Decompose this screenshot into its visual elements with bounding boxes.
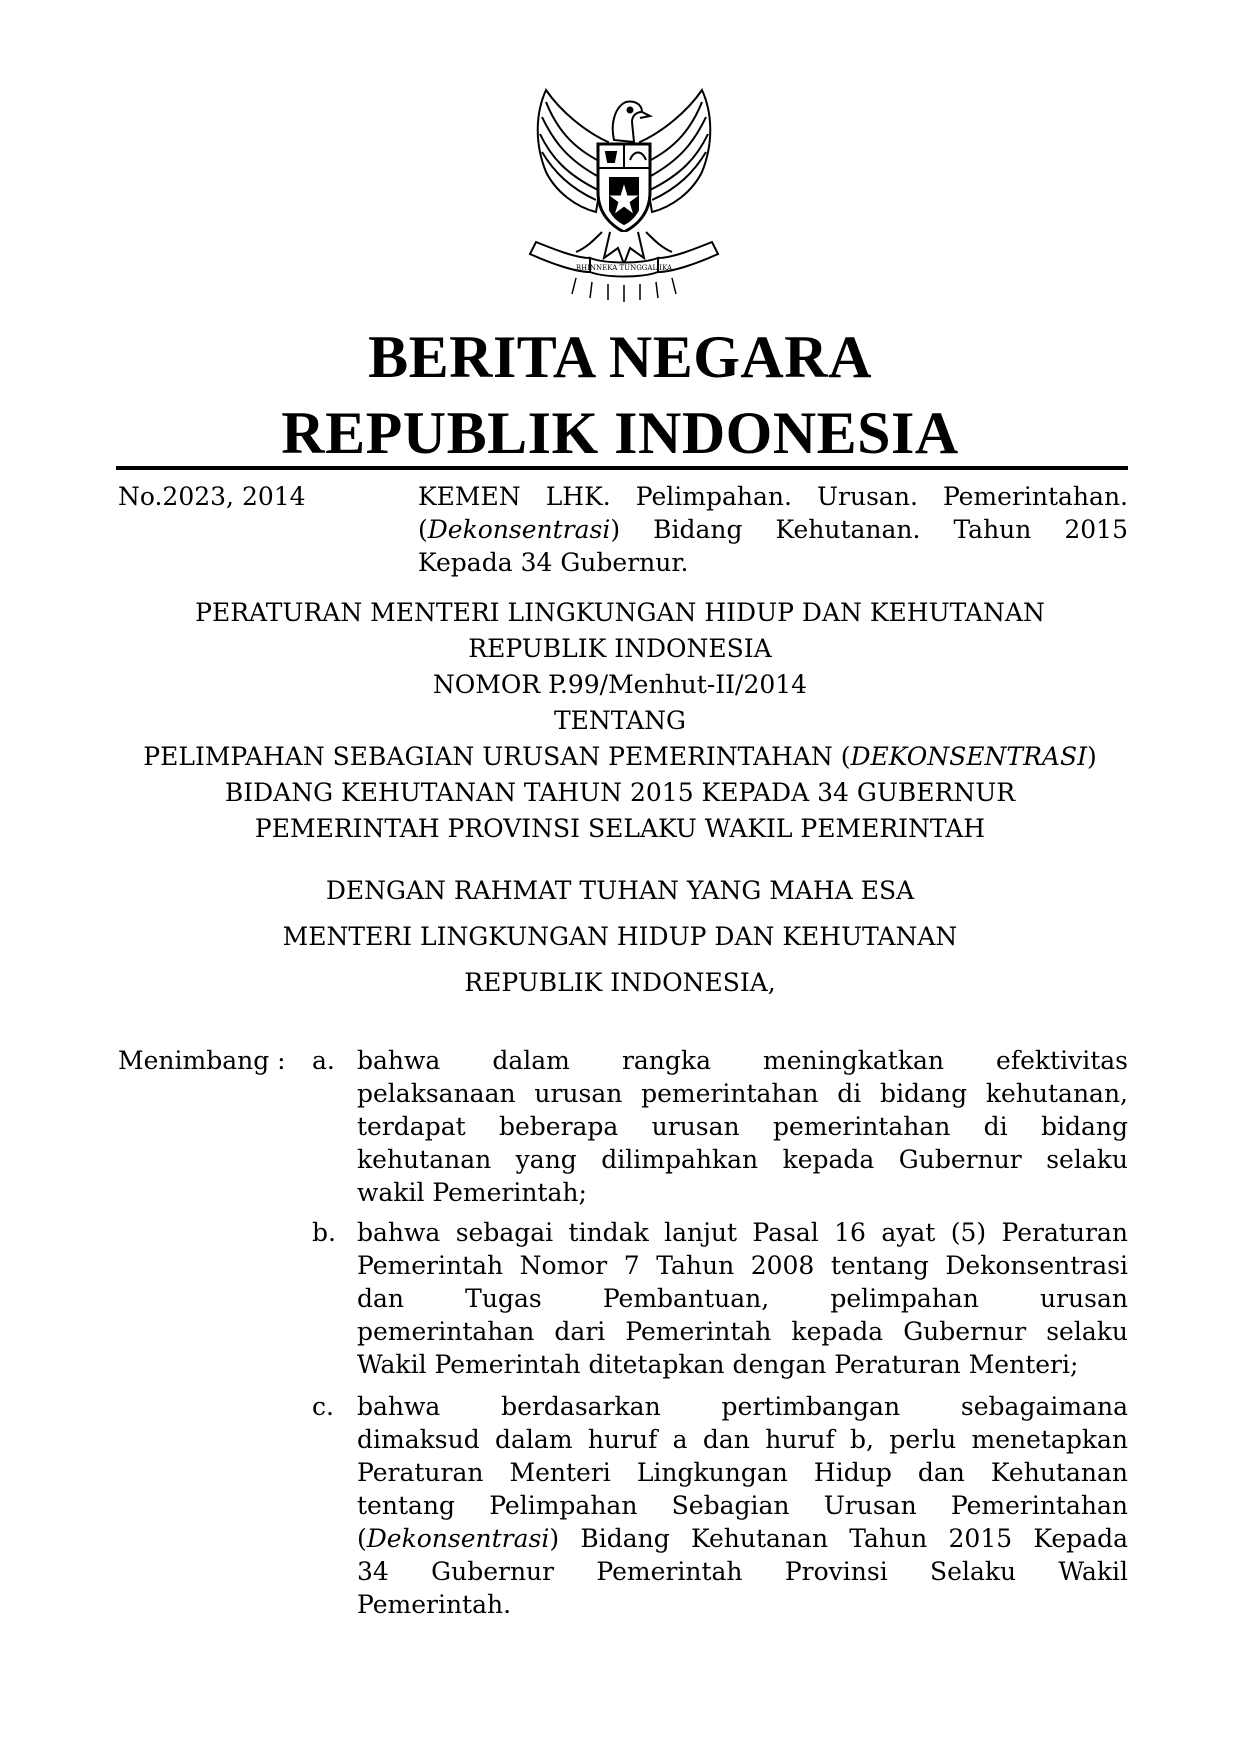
consideration-item — [357, 1216, 1128, 1381]
gazette-title-line2: REPUBLIK INDONESIA — [281, 400, 959, 466]
header-divider — [116, 466, 1128, 470]
consideration-line: kehutanan yang dilimpahkan kepada Gubernur selaku — [357, 1145, 1128, 1174]
consideration-line: dan Tugas Pembantuan, pelimpahan urusan — [357, 1284, 1128, 1313]
consideration-letter: b. — [312, 1218, 336, 1247]
preamble-line: MENTERI LINGKUNGAN HIDUP DAN KEHUTANAN — [282, 922, 958, 951]
consideration-line: tentang Pelimpahan Sebagian Urusan Pemerintahan — [357, 1491, 1128, 1520]
consideration-letter: a. — [312, 1046, 335, 1075]
consideration-line: Pemerintah Nomor 7 Tahun 2008 tentang Dekonsentrasi — [357, 1251, 1128, 1280]
summary-line: Kepada 34 Gubernur. — [418, 548, 689, 577]
consideration-line: bahwa sebagai tindak lanjut Pasal 16 ayat (5) Peraturan — [357, 1218, 1128, 1247]
consideration-line: Peraturan Menteri Lingkungan Hidup dan Kehutanan — [357, 1458, 1128, 1487]
regulation-subject: PELIMPAHAN SEBAGIAN URUSAN PEMERINTAHAN (DEKONSENTRASI) — [143, 742, 1097, 771]
consideration-line: bahwa dalam rangka meningkatkan efektivitas — [357, 1046, 1128, 1075]
garuda-emblem-icon — [506, 82, 742, 304]
preamble-line: DENGAN RAHMAT TUHAN YANG MAHA ESA — [325, 876, 915, 905]
preamble-line: REPUBLIK INDONESIA, — [464, 968, 776, 997]
consideration-line: Pemerintah. — [357, 1590, 512, 1619]
regulation-heading: REPUBLIK INDONESIA — [468, 634, 772, 663]
consideration-letter: c. — [312, 1392, 334, 1421]
considerations-label: Menimbang : — [118, 1046, 286, 1075]
consideration-line: 34 Gubernur Pemerintah Provinsi Selaku Wakil — [357, 1557, 1128, 1586]
document-number: No.2023, 2014 — [118, 482, 306, 511]
consideration-line: (Dekonsentrasi) Bidang Kehutanan Tahun 2015 Kepada — [357, 1524, 1128, 1553]
regulation-number: NOMOR P.99/Menhut-II/2014 — [432, 670, 808, 699]
svg-text:BHINNEKA TUNGGAL IKA: BHINNEKA TUNGGAL IKA — [575, 264, 673, 272]
consideration-line: wakil Pemerintah; — [357, 1178, 587, 1207]
regulation-heading: PERATURAN MENTERI LINGKUNGAN HIDUP DAN KEHUTANAN — [195, 598, 1045, 627]
document-summary — [418, 480, 1128, 579]
summary-line: KEMEN LHK. Pelimpahan. Urusan. Pemerintahan. — [418, 482, 1128, 511]
consideration-line: terdapat beberapa urusan pemerintahan di bidang — [357, 1112, 1128, 1141]
consideration-item — [357, 1044, 1128, 1209]
summary-line: (Dekonsentrasi) Bidang Kehutanan. Tahun 2015 — [418, 515, 1128, 544]
gazette-title-line1: BERITA NEGARA — [368, 324, 872, 390]
regulation-subject: BIDANG KEHUTANAN TAHUN 2015 KEPADA 34 GUBERNUR — [224, 778, 1016, 807]
regulation-about: TENTANG — [553, 706, 686, 735]
consideration-item — [357, 1390, 1128, 1621]
consideration-line: Wakil Pemerintah ditetapkan dengan Peraturan Menteri; — [357, 1350, 1079, 1379]
consideration-line: pemerintahan dari Pemerintah kepada Gubernur selaku — [357, 1317, 1128, 1346]
consideration-line: pelaksanaan urusan pemerintahan di bidang kehutanan, — [357, 1079, 1128, 1108]
consideration-line: dimaksud dalam huruf a dan huruf b, perlu menetapkan — [357, 1425, 1128, 1454]
consideration-line: bahwa berdasarkan pertimbangan sebagaimana — [357, 1392, 1128, 1421]
regulation-subject: PEMERINTAH PROVINSI SELAKU WAKIL PEMERINTAH — [254, 814, 986, 843]
